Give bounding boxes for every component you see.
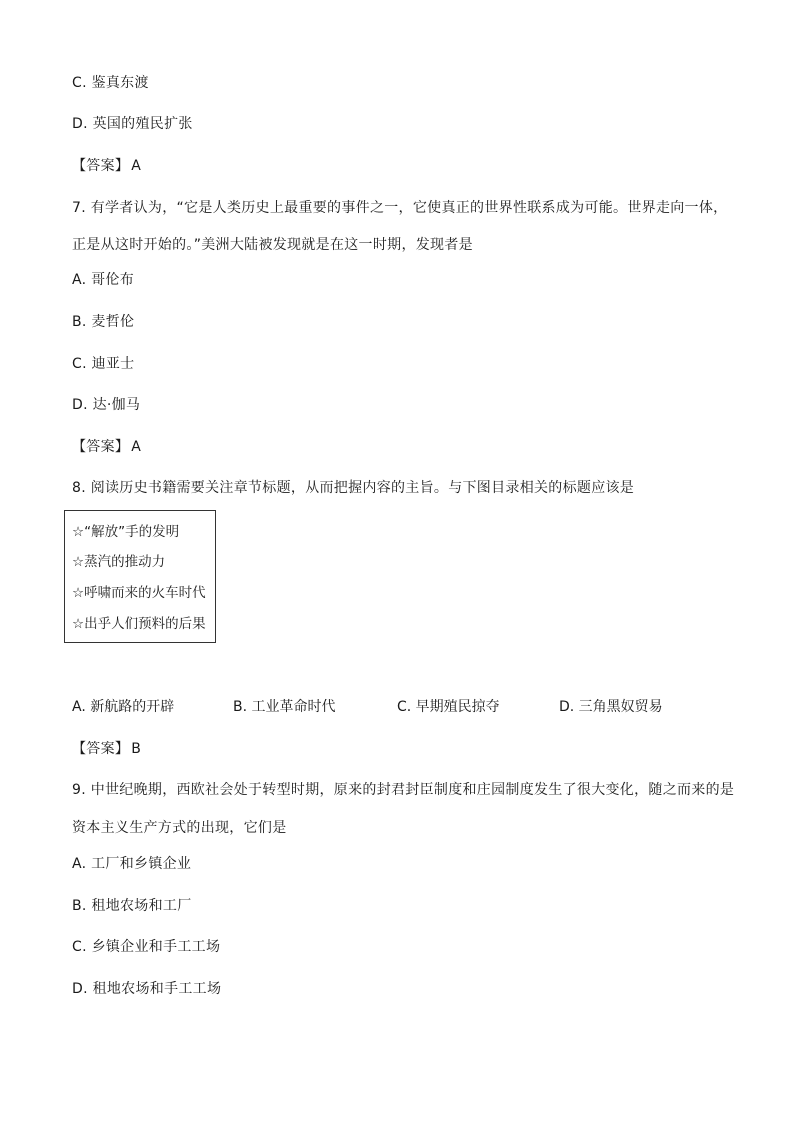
q7-answer	[72, 438, 141, 456]
q9-stem-line2: 资本主义生产方式的出现，它们是	[72, 820, 287, 836]
q8-option-b: B. 工业革命时代	[233, 699, 336, 715]
q9-stem-line1: 9. 中世纪晚期，西欧社会处于转型时期，原来的封君封臣制度和庄园制度发生了很大变化，随之而来的是	[72, 782, 735, 798]
q8-answer-value: B	[131, 741, 142, 757]
q7-option-c: C. 迪亚士	[72, 356, 135, 372]
toc-item: ☆出乎人们预料的后果	[72, 616, 206, 632]
q6-answer-value: A	[131, 158, 142, 174]
q7-stem-line1: 7. 有学者认为，“它是人类历史上最重要的事件之一，它使真正的世界性联系成为可能。世界走向一体，	[72, 200, 728, 216]
toc-item: ☆呼啸而来的火车时代	[72, 585, 206, 601]
q7-stem-line2: 正是从这时开始的。”美洲大陆被发现就是在这一时期，发现者是	[72, 237, 473, 253]
q7-option-d: D. 达·伽马	[72, 397, 141, 413]
q8-option-c: C. 早期殖民掠夺	[397, 699, 500, 715]
q9-option-b: B. 租地农场和工厂	[72, 898, 192, 914]
q6-answer	[72, 157, 141, 175]
q7-option-b: B. 麦哲伦	[72, 314, 135, 330]
q7-option-a: A. 哥伦布	[72, 272, 135, 288]
q9-option-d: D. 租地农场和手工工场	[72, 981, 222, 997]
table-of-contents-box	[64, 510, 216, 643]
q7-answer-value: A	[131, 439, 142, 455]
q7-answer-label: 【答案】	[72, 439, 130, 455]
toc-item: ☆蒸汽的推动力	[72, 554, 166, 570]
q9-option-a: A. 工厂和乡镇企业	[72, 856, 192, 872]
toc-item: ☆“解放”手的发明	[72, 524, 180, 540]
q8-option-a: A. 新航路的开辟	[72, 699, 175, 715]
q8-answer	[72, 740, 141, 758]
q8-option-d: D. 三角黑奴贸易	[559, 699, 663, 715]
q6-answer-label: 【答案】	[72, 158, 130, 174]
q8-answer-label: 【答案】	[72, 741, 130, 757]
q6-option-d: D. 英国的殖民扩张	[72, 116, 193, 132]
q9-option-c: C. 乡镇企业和手工工场	[72, 939, 221, 955]
q8-options-row	[0, 698, 794, 718]
q8-stem: 8. 阅读历史书籍需要关注章节标题，从而把握内容的主旨。与下图目录相关的标题应该是	[72, 480, 635, 496]
q6-option-c: C. 鉴真东渡	[72, 75, 149, 91]
